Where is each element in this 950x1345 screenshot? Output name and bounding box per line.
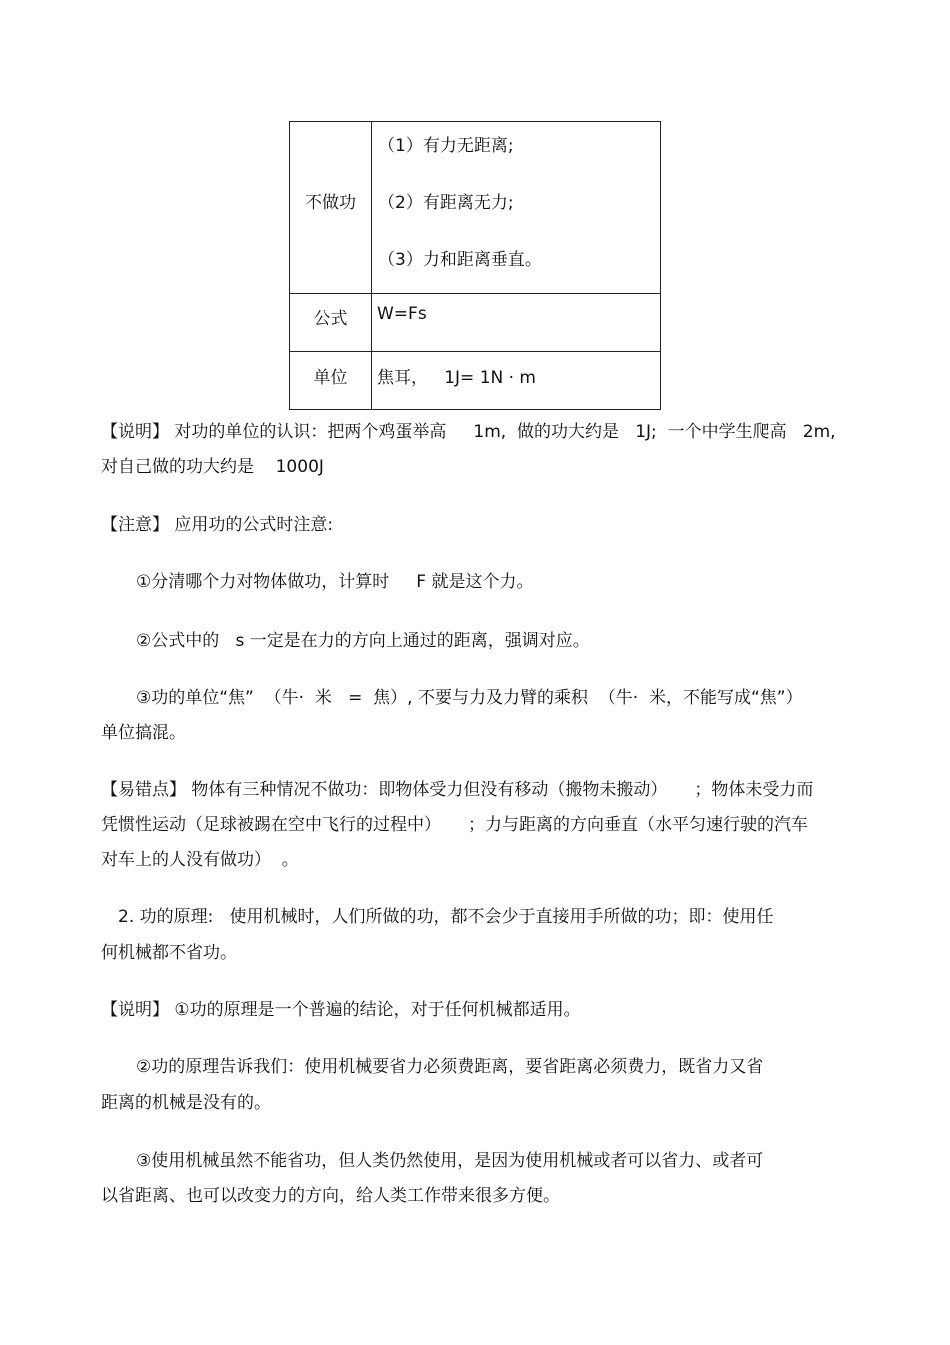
paragraph-line: ①分清哪个力对物体做功，计算时 F 就是这个力。 xyxy=(136,572,534,592)
paragraph-line: 【易错点】 物体有三种情况不做功：即物体受力但没有移动（搬物未搬动） ；物体未受力而 xyxy=(101,780,814,800)
paragraph-line: 以省距离、也可以改变力的方向，给人类工作带来很多方便。 xyxy=(101,1186,560,1206)
table-row xyxy=(290,352,660,409)
formula-value: W=Fs xyxy=(377,304,427,324)
paragraph-line: ②功的原理告诉我们：使用机械要省力必须费距离，要省距离必须费力，既省力又省 xyxy=(136,1057,764,1077)
paragraph-line: ③使用机械虽然不能省功，但人类仍然使用，是因为使用机械或者可以省力、或者可 xyxy=(136,1151,764,1171)
paragraph-line: 【说明】 对功的单位的认识：把两个鸡蛋举高 1m, 做的功大约是 1J; 一个中学生爬高 2m, xyxy=(101,422,836,442)
row-header: 公式 xyxy=(313,309,348,329)
paragraph-line: 对自己做的功大约是 1000J xyxy=(101,457,324,477)
paragraph-line: 单位搞混。 xyxy=(101,723,186,743)
row-header: 不做功 xyxy=(305,193,356,213)
paragraph-line: ②公式中的 s 一定是在力的方向上通过的距离，强调对应。 xyxy=(136,631,590,651)
paragraph-line: 【注意】 应用功的公式时注意: xyxy=(101,515,334,535)
table-item: （2）有距离无力; xyxy=(378,193,514,213)
summary-table xyxy=(289,121,661,410)
table-row xyxy=(290,293,660,352)
row-header: 单位 xyxy=(313,368,348,388)
table-row xyxy=(290,122,660,294)
paragraph-line: 对车上的人没有做功） 。 xyxy=(101,850,299,870)
paragraph-line: 距离的机械是没有的。 xyxy=(101,1093,271,1113)
table-item: （3）力和距离垂直。 xyxy=(378,250,542,270)
paragraph-line: 2. 功的原理: 使用机械时，人们所做的功，都不会少于直接用手所做的功；即：使用任 xyxy=(118,907,774,927)
unit-value: 焦耳， 1J= 1N · m xyxy=(377,368,536,388)
paragraph-line: 凭惯性运动（足球被踢在空中飞行的过程中） ；力与距离的方向垂直（水平匀速行驶的汽车 xyxy=(101,815,809,835)
table-item: （1）有力无距离; xyxy=(378,136,514,156)
paragraph-line: 【说明】 ①功的原理是一个普遍的结论，对于任何机械都适用。 xyxy=(101,1000,581,1020)
paragraph-line: ③功的单位“焦” （牛· 米 = 焦）, 不要与力及力臂的乘积 （牛· 米，不能写成“焦”） xyxy=(136,688,803,708)
paragraph-line: 何机械都不省功。 xyxy=(101,943,237,963)
